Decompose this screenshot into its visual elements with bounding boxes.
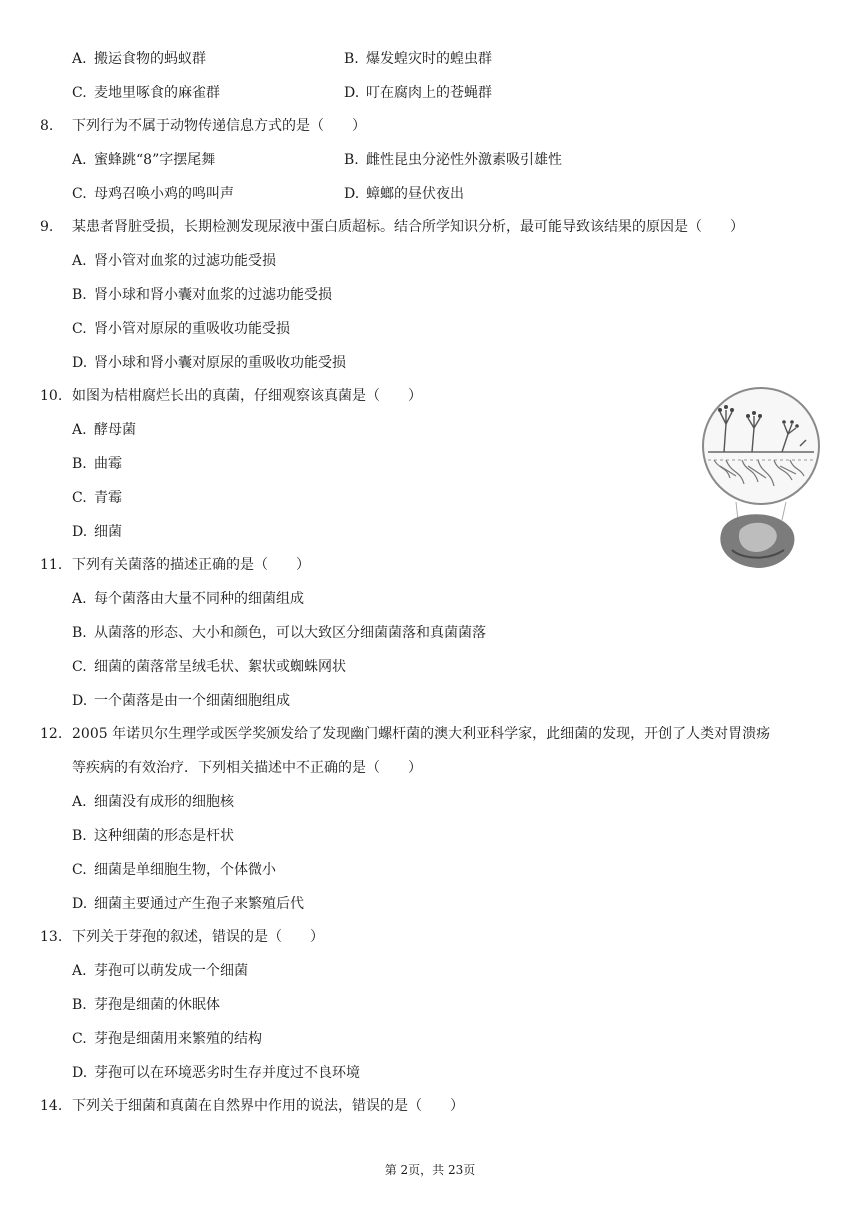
q13-option-c: C. 芽孢是细菌用来繁殖的结构 [72,1031,262,1047]
q11-option-a: A. 每个菌落由大量不同种的细菌组成 [72,591,304,607]
q9-stem: 9. 某患者肾脏受损，长期检测发现尿液中蛋白质超标。结合所学知识分析，最可能导致该结果的原因是（ ） [40,219,744,235]
q11-option-b: B. 从菌落的形态、大小和颜色，可以大致区分细菌菌落和真菌菌落 [72,625,486,641]
q7-option-a: A. 搬运食物的蚂蚁群 [72,51,206,67]
q7-option-b: B. 爆发蝗灾时的蝗虫群 [344,51,492,67]
q8-option-d: D. 蟑螂的昼伏夜出 [344,186,464,202]
q14-stem: 14. 下列关于细菌和真菌在自然界中作用的说法，错误的是（ ） [40,1098,464,1114]
q9-option-b: B. 肾小球和肾小囊对血浆的过滤功能受损 [72,287,332,303]
q13-option-d: D. 芽孢可以在环境恶劣时生存并度过不良环境 [72,1065,360,1081]
q12-option-c: C. 细菌是单细胞生物，个体微小 [72,862,276,878]
q7-option-d: D. 叮在腐肉上的苍蝇群 [344,85,492,101]
q8-option-c: C. 母鸡召唤小鸡的鸣叫声 [72,186,234,202]
fungus-illustration [696,380,826,572]
q10-stem: 10. 如图为桔柑腐烂长出的真菌，仔细观察该真菌是（ ） [40,388,422,404]
page-footer: 第 2页，共 23页 [384,1163,476,1177]
q12-option-d: D. 细菌主要通过产生孢子来繁殖后代 [72,896,304,912]
q11-option-c: C. 细菌的菌落常呈绒毛状、絮状或蜘蛛网状 [72,659,346,675]
q10-option-d: D. 细菌 [72,524,122,540]
q12-option-b: B. 这种细菌的形态是杆状 [72,828,234,844]
q11-option-d: D. 一个菌落是由一个细菌细胞组成 [72,693,290,709]
q12-stem-line1: 12. 2005 年诺贝尔生理学或医学奖颁发给了发现幽门螺杆菌的澳大利亚科学家，此细菌的发现，开创了人类对胃溃疡 [40,726,771,742]
magnifier-circle [703,388,819,504]
q9-option-c: C. 肾小管对原尿的重吸收功能受损 [72,321,290,337]
fungus-illustration-svg [696,380,826,572]
q11-stem: 11. 下列有关菌落的描述正确的是（ ） [40,557,310,573]
q13-option-a: A. 芽孢可以萌发成一个细菌 [72,963,248,979]
q9-option-d: D. 肾小球和肾小囊对原尿的重吸收功能受损 [72,355,346,371]
q13-stem: 13. 下列关于芽孢的叙述，错误的是（ ） [40,929,324,945]
q7-option-c: C. 麦地里啄食的麻雀群 [72,85,220,101]
q12-option-a: A. 细菌没有成形的细胞核 [72,794,234,810]
q10-option-c: C. 青霉 [72,490,122,506]
q8-stem: 8. 下列行为不属于动物传递信息方式的是（ ） [40,118,366,134]
q10-option-a: A. 酵母菌 [72,422,136,438]
q8-option-a: A. 蜜蜂跳“8”字摆尾舞 [72,152,216,168]
q9-option-a: A. 肾小管对血浆的过滤功能受损 [72,253,276,269]
q10-option-b: B. 曲霉 [72,456,122,472]
q12-stem-line2: 等疾病的有效治疗．下列相关描述中不正确的是（ ） [72,760,422,776]
q8-option-b: B. 雌性昆虫分泌性外激素吸引雄性 [344,152,562,168]
q13-option-b: B. 芽孢是细菌的休眠体 [72,997,220,1013]
